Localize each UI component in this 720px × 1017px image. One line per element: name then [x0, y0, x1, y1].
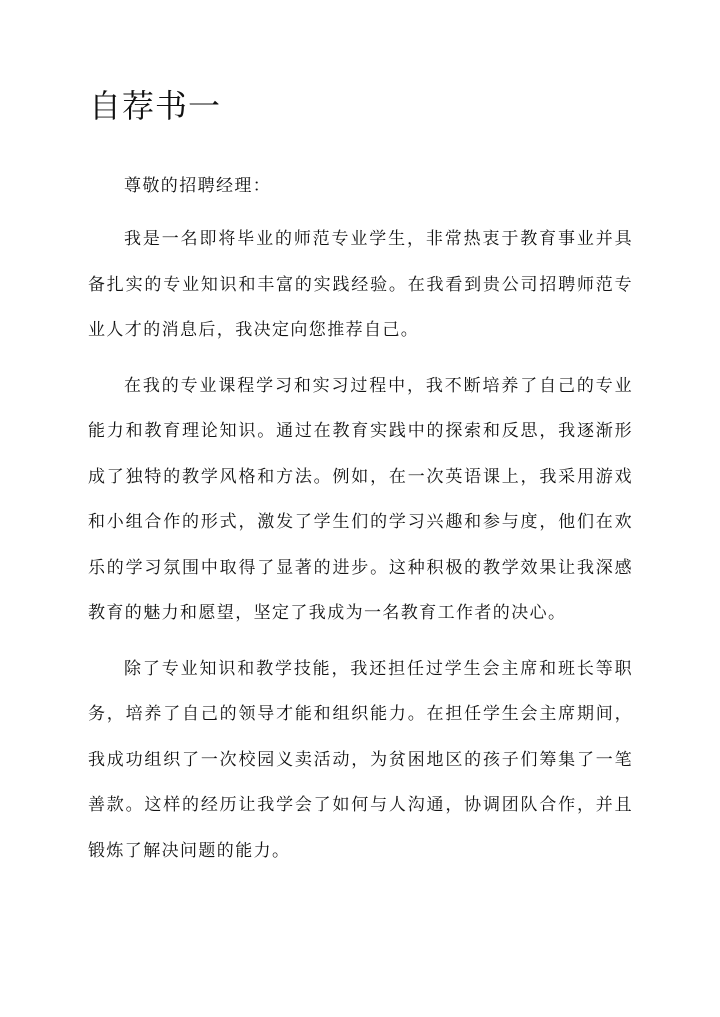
paragraph-1: 我是一名即将毕业的师范专业学生，非常热衷于教育事业并具备扎实的专业知识和丰富的实践经验。在我看到贵公司招聘师范专业人才的消息后，我决定向您推荐自己。	[88, 229, 633, 340]
paragraph-3: 除了专业知识和教学技能，我还担任过学生会主席和班长等职务，培养了自己的领导才能和组织能力。在担任学生会主席期间，我成功组织了一次校园义卖活动，为贫困地区的孩子们筹集了一笔善款。这样的经历让我学会了如何与人沟通，协调团队合作，并且锻炼了解决问题的能力。	[88, 658, 633, 861]
document-title: 自荐书一	[89, 87, 222, 125]
paragraph-2: 在我的专业课程学习和实习过程中，我不断培养了自己的专业能力和教育理论知识。通过在教育实践中的探索和反思，我逐渐形成了独特的教学风格和方法。例如，在一次英语课上，我采用游戏和小组合作的形式，激发了学生们的学习兴趣和参与度，他们在欢乐的学习氛围中取得了显著的进步。这种积极的教学效果让我深感教育的魅力和愿望，坚定了我成为一名教育工作者的决心。	[88, 375, 633, 623]
salutation: 尊敬的招聘经理：	[124, 176, 272, 196]
document-body	[88, 170, 633, 874]
